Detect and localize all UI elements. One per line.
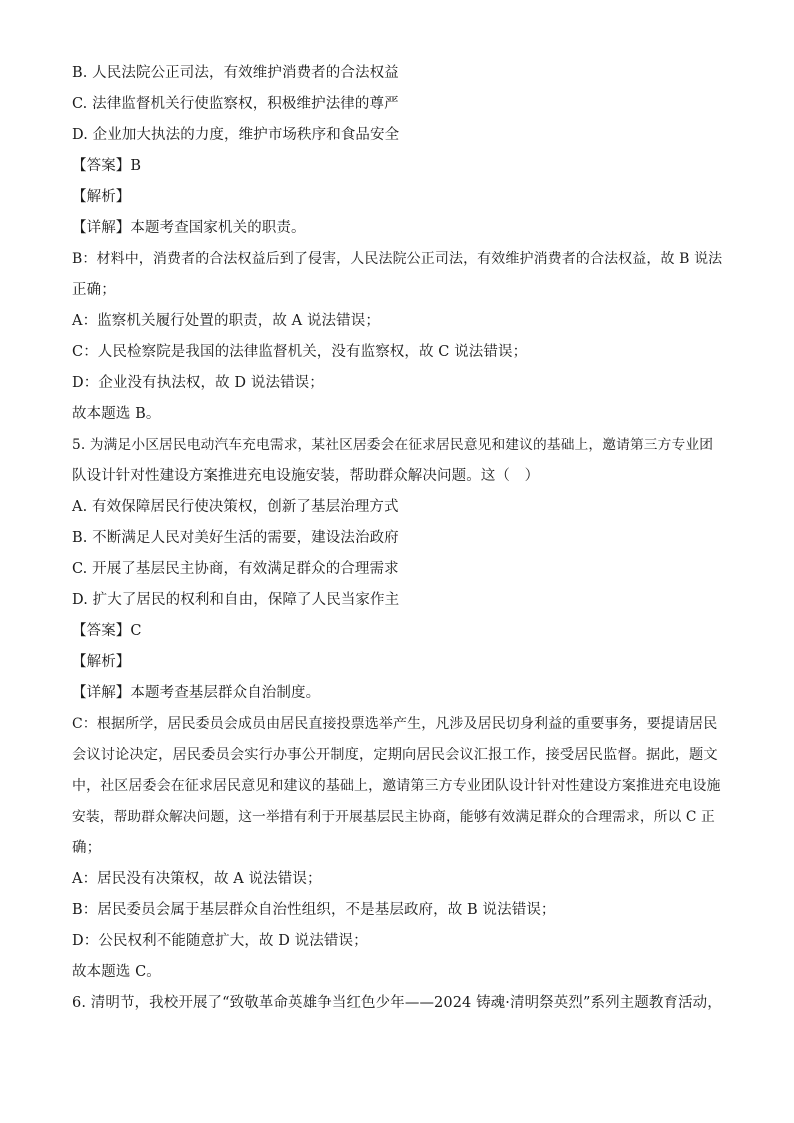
q5-explanation-c-line2: 会议讨论决定，居民委员会实行办事公开制度，定期向居民会议汇报工作，接受居民监督。据此，题文 (72, 747, 718, 763)
q4-explanation-c: C：人民检察院是我国的法律监督机关，没有监察权，故 C 说法错误； (72, 344, 528, 360)
q4-analysis-heading: 【解析】 (72, 189, 131, 205)
q5-stem-line2: 队设计针对性建设方案推进充电设施安装，帮助群众解决问题。这（ ） (72, 468, 540, 484)
q4-explanation-b-line2: 正确； (72, 282, 116, 298)
q4-option-c: C. 法律监督机关行使监察权，积极维护法律的尊严 (72, 96, 399, 112)
q5-explanation-c-line5: 确； (72, 840, 102, 856)
document-page (72, 58, 724, 1019)
q5-analysis-heading: 【解析】 (72, 654, 131, 670)
q4-option-d: D. 企业加大执法的力度，维护市场秩序和食品安全 (72, 127, 400, 143)
q5-option-c: C. 开展了基层民主协商，有效满足群众的合理需求 (72, 561, 399, 577)
q4-conclusion: 故本题选 B。 (72, 406, 161, 422)
q5-stem-line1: 5. 为满足小区居民电动汽车充电需求，某社区居委会在征求居民意见和建议的基础上，邀请第三方专业团 (72, 437, 714, 453)
q4-option-b: B. 人民法院公正司法，有效维护消费者的合法权益 (72, 65, 399, 81)
q5-detail: 【详解】本题考查基层群众自治制度。 (72, 685, 321, 701)
q5-explanation-a: A：居民没有决策权，故 A 说法错误； (72, 871, 322, 887)
q5-option-a: A. 有效保障居民行使决策权，创新了基层治理方式 (72, 499, 399, 515)
q5-explanation-d: D：公民权利不能随意扩大，故 D 说法错误； (72, 933, 368, 949)
q5-option-b: B. 不断满足人民对美好生活的需要，建设法治政府 (72, 530, 399, 546)
q5-explanation-c-line1: C：根据所学，居民委员会成员由居民直接投票选举产生，凡涉及居民切身利益的重要事务，要提请居民 (72, 716, 718, 732)
q5-explanation-c-line3: 中，社区居委会在征求居民意见和建议的基础上，邀请第三方专业团队设计针对性建设方案推进充电设施 (72, 778, 721, 794)
q4-explanation-b-line1: B：材料中，消费者的合法权益后到了侵害，人民法院公正司法，有效维护消费者的合法权益，故 B 说法 (72, 251, 723, 267)
q4-detail: 【详解】本题考查国家机关的职责。 (72, 220, 306, 236)
q6-stem-line1: 6. 清明节，我校开展了“致敬革命英雄争当红色少年——2024 铸魂·清明祭英烈”系列主题教育活动， (72, 995, 722, 1011)
q5-explanation-b: B：居民委员会属于基层群众自治性组织，不是基层政府，故 B 说法错误； (72, 902, 556, 918)
q4-explanation-d: D：企业没有执法权，故 D 说法错误； (72, 375, 324, 391)
q5-conclusion: 故本题选 C。 (72, 964, 161, 980)
q5-answer: 【答案】C (72, 623, 142, 639)
q5-explanation-c-line4: 安装，帮助群众解决问题，这一举措有利于开展基层民主协商，能够有效满足群众的合理需求，所以 C 正 (72, 809, 715, 825)
q4-answer: 【答案】B (72, 158, 142, 174)
q5-option-d: D. 扩大了居民的权利和自由，保障了人民当家作主 (72, 592, 400, 608)
q4-explanation-a: A：监察机关履行处置的职责，故 A 说法错误； (72, 313, 380, 329)
